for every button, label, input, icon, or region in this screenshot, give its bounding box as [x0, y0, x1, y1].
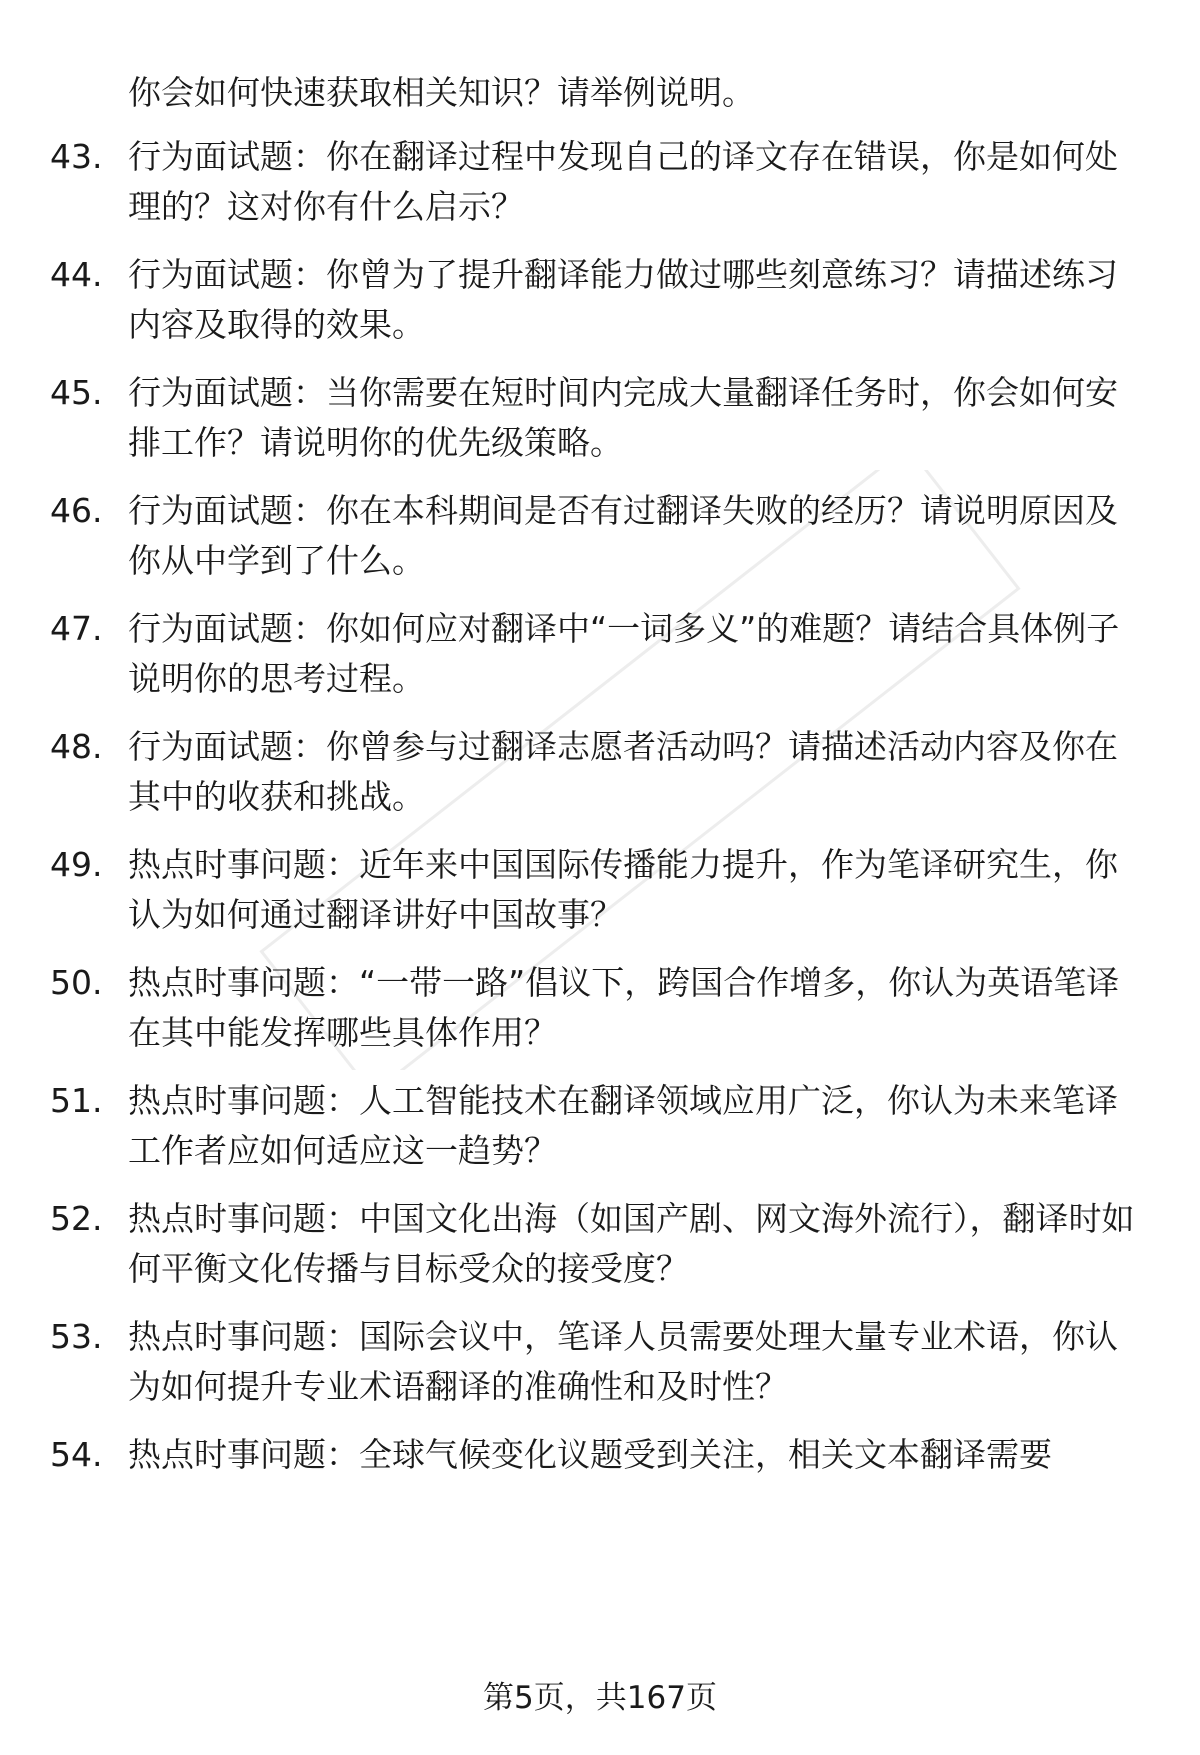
- item-number: 54.: [50, 1435, 103, 1474]
- item-number: 48.: [50, 727, 103, 766]
- list-item: [50, 132, 1160, 232]
- item-number: 46.: [50, 491, 103, 530]
- item-text: 行为面试题：你在本科期间是否有过翻译失败的经历？请说明原因及你从中学到了什么。: [128, 491, 1118, 580]
- item-text: 行为面试题：当你需要在短时间内完成大量翻译任务时，你会如何安排工作？请说明你的优先级策略。: [128, 373, 1118, 462]
- list-item: [50, 1076, 1160, 1176]
- list-item: [50, 1430, 1160, 1480]
- item-number: 44.: [50, 255, 103, 294]
- item-text: 热点时事问题：全球气候变化议题受到关注，相关文本翻译需要: [128, 1435, 1052, 1474]
- item-number: 52.: [50, 1199, 103, 1238]
- item-number: 51.: [50, 1081, 103, 1120]
- item-text: 行为面试题：你如何应对翻译中“一词多义”的难题？请结合具体例子说明你的思考过程。: [128, 609, 1120, 698]
- list-item: [50, 250, 1160, 350]
- item-text: 行为面试题：你在翻译过程中发现自己的译文存在错误，你是如何处理的？这对你有什么启示？: [128, 137, 1118, 226]
- item-text: 行为面试题：你曾参与过翻译志愿者活动吗？请描述活动内容及你在其中的收获和挑战。: [128, 727, 1118, 816]
- list-item: [50, 958, 1160, 1058]
- list-item: [50, 604, 1160, 704]
- item-number: 47.: [50, 609, 103, 648]
- item-text: 热点时事问题：“一带一路”倡议下，跨国合作增多，你认为英语笔译在其中能发挥哪些具体作用？: [128, 963, 1120, 1052]
- item-text: 热点时事问题：人工智能技术在翻译领域应用广泛，你认为未来笔译工作者应如何适应这一趋势？: [128, 1081, 1118, 1170]
- item-text: 行为面试题：你曾为了提升翻译能力做过哪些刻意练习？请描述练习内容及取得的效果。: [128, 255, 1118, 344]
- item-number: 50.: [50, 963, 103, 1002]
- item-number: 45.: [50, 373, 103, 412]
- page-footer: 第5页，共167页: [483, 1680, 717, 1716]
- list-item: [50, 368, 1160, 468]
- list-item: [50, 840, 1160, 940]
- item-number: 49.: [50, 845, 103, 884]
- item-text: 热点时事问题：国际会议中，笔译人员需要处理大量专业术语，你认为如何提升专业术语翻译的准确性和及时性？: [128, 1317, 1118, 1406]
- list-item: [50, 1312, 1160, 1412]
- item-text: 热点时事问题：近年来中国国际传播能力提升，作为笔译研究生，你认为如何通过翻译讲好中国故事？: [128, 845, 1118, 934]
- item-number: 53.: [50, 1317, 103, 1356]
- list-item: [50, 722, 1160, 822]
- continued-question-text: 你会如何快速获取相关知识？请举例说明。: [128, 73, 755, 112]
- list-item: [50, 1194, 1160, 1294]
- item-text: 热点时事问题：中国文化出海（如国产剧、网文海外流行），翻译时如何平衡文化传播与目标受众的接受度？: [128, 1199, 1135, 1288]
- item-number: 43.: [50, 137, 103, 176]
- list-item: [50, 486, 1160, 586]
